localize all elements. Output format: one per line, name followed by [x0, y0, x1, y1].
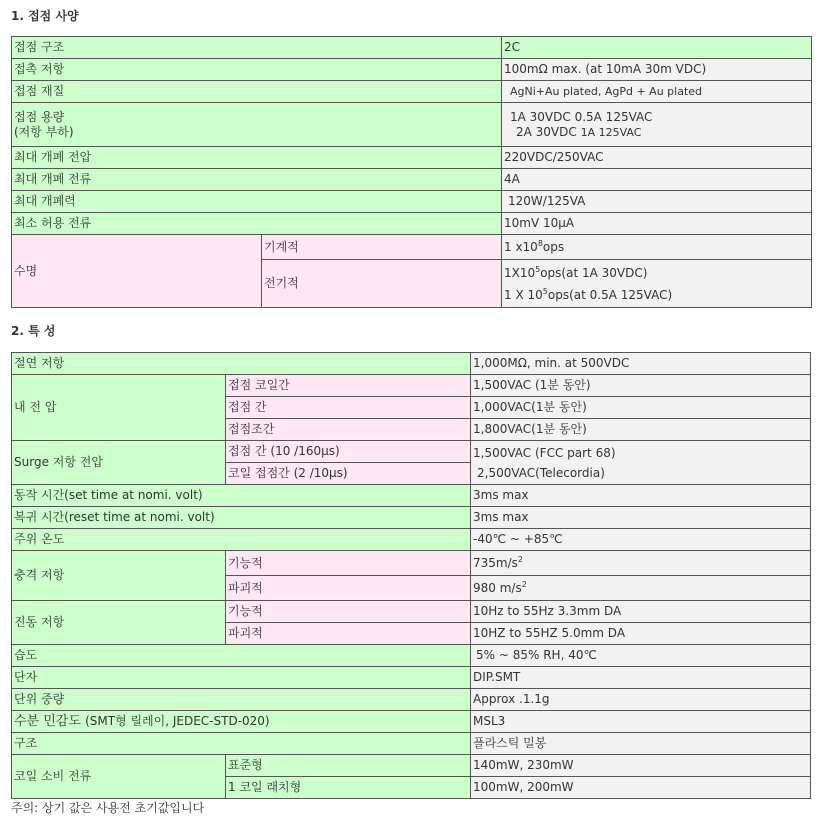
table-row — [12, 551, 811, 576]
surge-value: 1,500VAC (FCC part 68) 2,500VAC(Telecordia) — [471, 441, 811, 485]
table-row — [12, 353, 811, 375]
surge-label: Surge 저항 전압 — [12, 441, 226, 485]
row-sublabel: 1 코일 래치형 — [226, 777, 471, 799]
row-value: 980 $m/s^2$ — [471, 576, 811, 601]
row-value: AgNi+Au plated, AgPd + Au plated — [502, 81, 812, 103]
vibration-label: 진동 저항 — [12, 601, 226, 645]
row-label: 최소 허용 전류 — [12, 213, 502, 235]
table-row — [12, 147, 812, 169]
row-label: 동작 시간(set time at nomi. volt) — [12, 485, 471, 507]
row-value: 4A — [502, 169, 812, 191]
row-sublabel: 접점 코일간 — [226, 375, 471, 397]
row-value: Approx .1.1g — [471, 689, 811, 711]
section-title-characteristics: 2. 특 성 — [11, 324, 56, 338]
table-row — [12, 59, 812, 81]
row-label: 주위 온도 — [12, 529, 471, 551]
table-row — [12, 103, 812, 147]
table-row — [12, 733, 811, 755]
table-row — [12, 755, 811, 777]
table-row — [12, 37, 812, 59]
row-value: 10mV 10μA — [502, 213, 812, 235]
row-value: 1,500VAC (1분 동안) — [471, 375, 811, 397]
shock-label: 충격 저항 — [12, 551, 226, 601]
row-label: 수분 민감도 (SMT형 릴레이, JEDEC-STD-020) — [12, 711, 471, 733]
table-row — [12, 169, 812, 191]
row-label: 최대 개폐 전압 — [12, 147, 502, 169]
row-label: 절연 저항 — [12, 353, 471, 375]
row-sublabel: 파괴적 — [226, 623, 471, 645]
row-value: 1,000MΩ, min. at 500VDC — [471, 353, 811, 375]
row-label: 단위 중량 — [12, 689, 471, 711]
row-label: 접촉 저항 — [12, 59, 502, 81]
life-mech-value: 1 $x10^8ops$ — [502, 235, 812, 260]
table-row — [12, 485, 811, 507]
row-value: 2C — [502, 37, 812, 59]
withstand-label: 내 전 압 — [12, 375, 226, 441]
table-row — [12, 235, 812, 260]
table-row — [12, 529, 811, 551]
row-label: 접점 용량 (저항 부하) — [12, 103, 502, 147]
row-value: 120W/125VA — [502, 191, 812, 213]
life-elec-label: 전기적 — [262, 260, 502, 308]
row-sublabel: 접점 간 — [226, 397, 471, 419]
table-row — [12, 601, 811, 623]
footnote: 주의: 상기 값은 사용전 초기값입니다 — [11, 801, 205, 815]
table-row — [12, 689, 811, 711]
row-label: 최대 개폐력 — [12, 191, 502, 213]
row-label: 복귀 시간(reset time at nomi. volt) — [12, 507, 471, 529]
life-mech-label: 기계적 — [262, 235, 502, 260]
row-label: 접점 구조 — [12, 37, 502, 59]
row-sublabel: 코일 접점간 (2 /10μs) — [226, 463, 471, 485]
contact-spec-table — [11, 36, 812, 308]
row-label: 최대 개폐 전류 — [12, 169, 502, 191]
coil-label: 코일 소비 전류 — [12, 755, 226, 799]
row-sublabel: 파괴적 — [226, 576, 471, 601]
table-row — [12, 213, 812, 235]
row-value: 100mW, 200mW — [471, 777, 811, 799]
row-value: 10Hz to 55Hz 3.3mm DA — [471, 601, 811, 623]
row-value: 1,800VAC(1분 동안) — [471, 419, 811, 441]
row-value: 140mW, 230mW — [471, 755, 811, 777]
row-label: 습도 — [12, 645, 471, 667]
row-sublabel: 표준형 — [226, 755, 471, 777]
table-row — [12, 375, 811, 397]
characteristics-table — [11, 352, 811, 799]
row-value: 1A 30VDC 0.5A 125VAC 2A 30VDC 1A 125VAC — [502, 103, 812, 147]
row-value: 5% ~ 85% RH, 40℃ — [471, 645, 811, 667]
table-row — [12, 667, 811, 689]
row-value: $735m/s^2$ — [471, 551, 811, 576]
row-value: DIP.SMT — [471, 667, 811, 689]
table-row — [12, 441, 811, 463]
row-value: 10HZ to 55HZ 5.0mm DA — [471, 623, 811, 645]
row-value: 100mΩ max. (at 10mA 30m VDC) — [502, 59, 812, 81]
row-sublabel: 접점조간 — [226, 419, 471, 441]
table-row — [12, 507, 811, 529]
row-value: MSL3 — [471, 711, 811, 733]
row-value: 220VDC/250VAC — [502, 147, 812, 169]
section-title-contact-spec: 1. 접점 사양 — [11, 9, 79, 23]
row-sublabel: 접점 간 (10 /160μs) — [226, 441, 471, 463]
row-value: 플라스틱 밀봉 — [471, 733, 811, 755]
life-elec-value: $1X10^5ops(at$ 1A 30VDC) 1 X $10^5ops(at$ 0.5A 125VAC) — [502, 260, 812, 308]
row-value: 1,000VAC(1분 동안) — [471, 397, 811, 419]
row-value: 3ms max — [471, 485, 811, 507]
row-value: 3ms max — [471, 507, 811, 529]
life-label: 수명 — [12, 235, 262, 308]
table-row — [12, 711, 811, 733]
row-label: 구조 — [12, 733, 471, 755]
table-row — [12, 191, 812, 213]
row-sublabel: 기능적 — [226, 601, 471, 623]
row-sublabel: 기능적 — [226, 551, 471, 576]
row-value: -40℃ ~ +85℃ — [471, 529, 811, 551]
row-label: 단자 — [12, 667, 471, 689]
table-row — [12, 645, 811, 667]
table-row — [12, 81, 812, 103]
row-label: 접점 재질 — [12, 81, 502, 103]
